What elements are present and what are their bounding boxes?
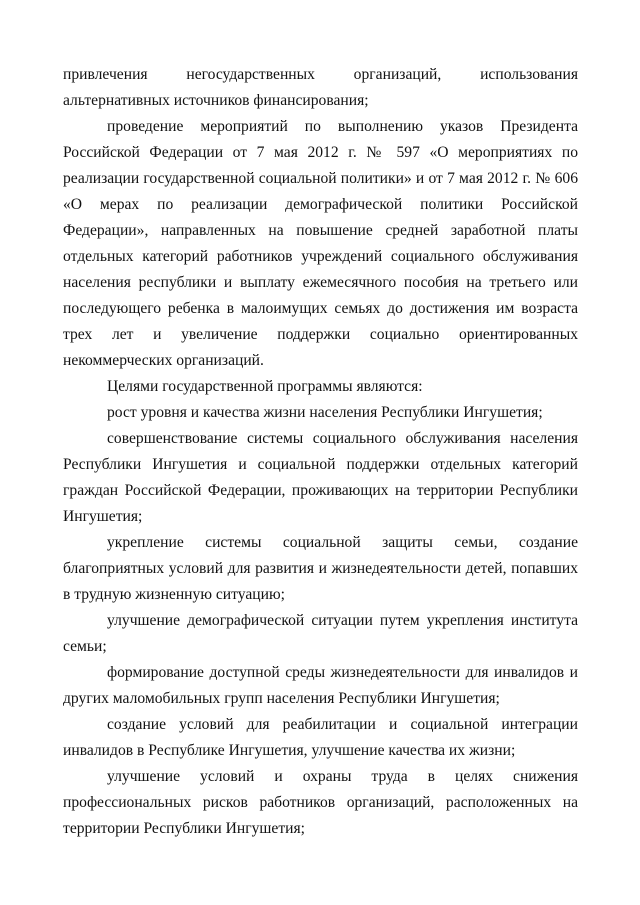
paragraph-funding-sources: привлечения негосударственных организаций, использования альтернативных источников финансирования; bbox=[63, 66, 578, 109]
paragraph-goal-social-services: совершенствование системы социального обслуживания населения Республики Ингушетия и социальной поддержки отдельных категорий граждан Российской Федерации, проживающих на территории Республики Ингушетия; bbox=[63, 430, 578, 525]
paragraph-goal-rehabilitation: создание условий для реабилитации и социальной интеграции инвалидов в Республике Ингушетия, улучшение качества их жизни; bbox=[63, 716, 578, 759]
document-page bbox=[63, 62, 578, 842]
paragraph-goal-family-protection: укрепление системы социальной защиты семьи, создание благоприятных условий для развития и жизнедеятельности детей, попавших в трудную жизненную ситуацию; bbox=[63, 534, 578, 603]
paragraph-goal-living-standard: рост уровня и качества жизни населения Республики Ингушетия; bbox=[107, 404, 543, 421]
paragraph-goals-heading: Целями государственной программы являются: bbox=[107, 378, 423, 395]
paragraph-goal-labor-safety: улучшение условий и охраны труда в целях снижения профессиональных рисков работников организаций, расположенных на территории Республики Ингушетия; bbox=[63, 768, 578, 837]
paragraph-goal-demography: улучшение демографической ситуации путем укрепления института семьи; bbox=[63, 612, 578, 655]
paragraph-goal-accessible-environment: формирование доступной среды жизнедеятельности для инвалидов и других маломобильных групп населения Республики Ингушетия; bbox=[63, 664, 578, 707]
paragraph-presidential-decrees: проведение мероприятий по выполнению указов Президента Российской Федерации от 7 мая 2012 г. № 597 «О мероприятиях по реализации государственной социальной политики» и от 7 мая 2012 г. № 606 «О мерах по реализации демографической политики Российской Федерации», направленных на повышение средней заработной платы отдельных категорий работников учреждений социального обслуживания населения республики и выплату ежемесячного пособия на третьего или последующего ребенка в малоимущих семьях до достижения им возраста трех лет и увеличение поддержки социально ориентированных некоммерческих организаций. bbox=[63, 118, 578, 369]
